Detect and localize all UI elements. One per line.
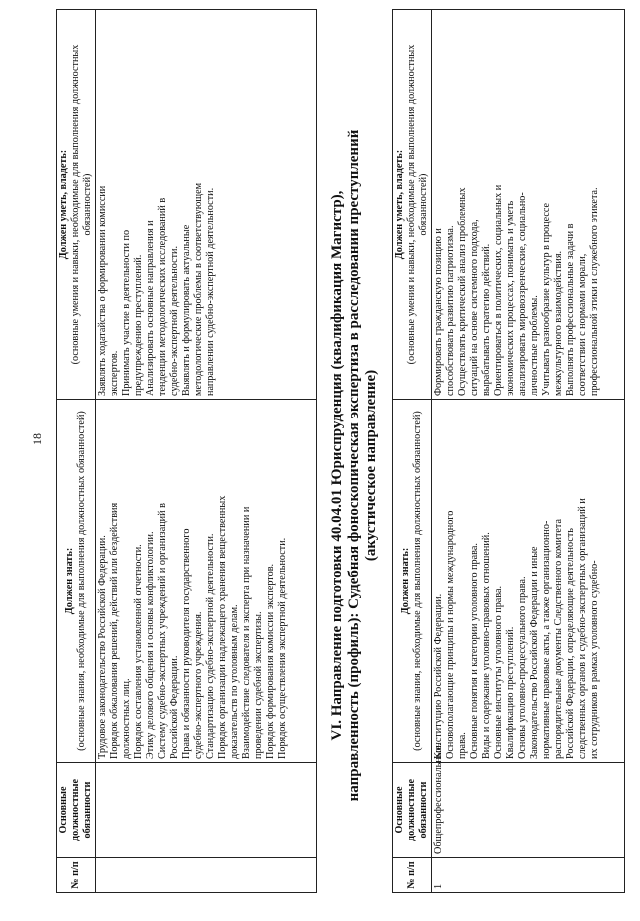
- row-num: 1: [432, 858, 625, 893]
- row-skills: [432, 10, 625, 400]
- text-line: Российской Федерации.: [169, 655, 180, 759]
- header-skills: Должен уметь, владеть: (основные умения и навыки, необходимые для выполнения должностных обязанностей): [57, 10, 96, 400]
- row-duty: Общепрофессиональные.: [432, 763, 625, 858]
- text-line: Порядок формирования комиссии экспертов.: [265, 563, 276, 759]
- text-line: Трудовое законодательство Российской Федерации.: [97, 535, 108, 759]
- text-line: проведении судебной экспертизы.: [253, 611, 264, 759]
- table-header-row: [57, 10, 96, 893]
- text-line: методологические проблемы в соответствующем: [193, 182, 204, 396]
- text-line: Формировать гражданскую позицию и: [433, 228, 444, 396]
- text-line: распорядительные документы Следственного комитета: [553, 518, 564, 759]
- header-knowledge: Должен знать: (основные знания, необходимые для выполнения должностных обязанностей): [393, 400, 432, 763]
- text-line: ситуаций на основе системного подхода,: [469, 219, 480, 396]
- text-line: Права и обязанности руководителя государственного: [181, 528, 192, 759]
- text-line: Систему судебно-экспертных учреждений и организаций в: [157, 503, 168, 759]
- text-line: Основополагающие принципы и нормы международного: [445, 510, 456, 759]
- text-line: личностные проблемы.: [529, 295, 540, 396]
- text-line: анализировать мировоззренческие, социально-: [517, 192, 528, 396]
- text-line: судебно-экспертной деятельности.: [169, 245, 180, 396]
- section-heading-line: (акустическое направление): [363, 369, 379, 562]
- text-line: Основы уголовно-процессуального права.: [517, 576, 528, 759]
- header-duty: Основные должностные обязанности: [57, 763, 96, 858]
- text-line: профессиональной этики и служебного этикета.: [589, 187, 600, 396]
- text-line: Взаимодействие следователя и эксперта при назначении и: [241, 506, 252, 759]
- text-line: Ориентироваться в политических, социальных и: [493, 184, 504, 396]
- text-line: Основные понятия и категории уголовного права.: [469, 543, 480, 759]
- section-heading-line: направленность (профиль): Судебная фоноскопическая экспертиза в расследовании преступлений: [346, 129, 362, 802]
- text-line: Стандартизацию судебно-экспертной деятельности.: [205, 533, 216, 759]
- text-line: права.: [457, 732, 468, 759]
- text-line: экономических процессах, понимать и уметь: [505, 200, 516, 396]
- table-header-row: [393, 10, 432, 893]
- text-line: Российской Федерации, определяющие деятельность: [565, 528, 576, 759]
- text-line: их сотрудников в рамках уголовного судебно-: [589, 560, 600, 759]
- text-line: доказательств по уголовным делам.: [229, 604, 240, 759]
- text-line: соответствии с нормами морали,: [577, 253, 588, 396]
- text-line: межкультурного взаимодействия.: [553, 250, 564, 396]
- row-knowledge: [96, 400, 317, 763]
- header-skills: Должен уметь, владеть: (основные умения и навыки, необходимые для выполнения должностных обязанностей): [393, 10, 432, 400]
- row-knowledge: [432, 400, 625, 763]
- text-line: судебно-экспертного учреждения.: [193, 611, 204, 759]
- text-line: Квалификацию преступлений.: [505, 626, 516, 759]
- text-line: Учитывать разнообразие культур в процессе: [541, 202, 552, 396]
- text-line: способствовать развитию патриотизма.: [445, 225, 456, 396]
- text-line: Порядок осуществления экспертной деятельности.: [277, 537, 288, 759]
- row-duty: [96, 763, 317, 858]
- text-line: Принимать участие в деятельности по: [121, 229, 132, 396]
- text-line: Выполнять профессиональные задачи в: [565, 223, 576, 396]
- text-line: следственных органов и судебно-экспертных организаций и: [577, 498, 588, 759]
- text-line: Порядок составления установленной отчетности.: [133, 544, 144, 759]
- text-line: Законодательство Российской Федерации и иные: [529, 546, 540, 759]
- text-line: тенденции методологических исследований в: [157, 197, 168, 396]
- section-heading-line: VI. Направление подготовки 40.04.01 Юриспруденция (квалификация Магистр),: [329, 190, 345, 741]
- text-line: Заявлять ходатайства о формировании комиссии: [97, 185, 108, 396]
- page-number: 18: [30, 433, 44, 445]
- text-line: Этику делового общения и основы конфликтологии.: [145, 531, 156, 759]
- text-line: Конституцию Российской Федерации.: [433, 593, 444, 759]
- text-line: Анализировать основные направления и: [145, 220, 156, 396]
- table-row: [432, 10, 625, 893]
- row-num: [96, 858, 317, 893]
- header-knowledge: Должен знать: (основные знания, необходимые для выполнения должностных обязанностей): [57, 400, 96, 763]
- text-line: направлении судебно-экспертной деятельности.: [205, 187, 216, 396]
- text-line: предупреждению преступлений.: [133, 254, 144, 396]
- text-line: вырабатывать стратегию действий.: [481, 243, 492, 396]
- text-line: должностных лиц.: [121, 678, 132, 759]
- header-duty: Основные должностные обязанности: [393, 763, 432, 858]
- header-num: № п/п: [57, 858, 96, 893]
- text-line: Порядок обжалования решений, действий или бездействия: [109, 502, 120, 759]
- text-line: Осуществлять критический анализ проблемных: [457, 187, 468, 396]
- text-line: Виды и содержание уголовно-правовых отношений.: [481, 532, 492, 759]
- text-line: Основные институты уголовного права.: [493, 585, 504, 759]
- text-line: нормативные правовые акты, а также организационно-: [541, 520, 552, 759]
- duties-table-bottom: [392, 9, 625, 893]
- duties-table-top: [56, 9, 317, 893]
- text-line: экспертов.: [109, 350, 120, 396]
- rotated-page-content: [56, 38, 625, 893]
- row-skills: [96, 10, 317, 400]
- text-line: Выявлять и формулировать актуальные: [181, 224, 192, 396]
- section-heading: [329, 38, 380, 893]
- text-line: Порядок организации надлежащего хранения вещественных: [217, 495, 228, 759]
- header-num: № п/п: [393, 858, 432, 893]
- table-row: [96, 10, 317, 893]
